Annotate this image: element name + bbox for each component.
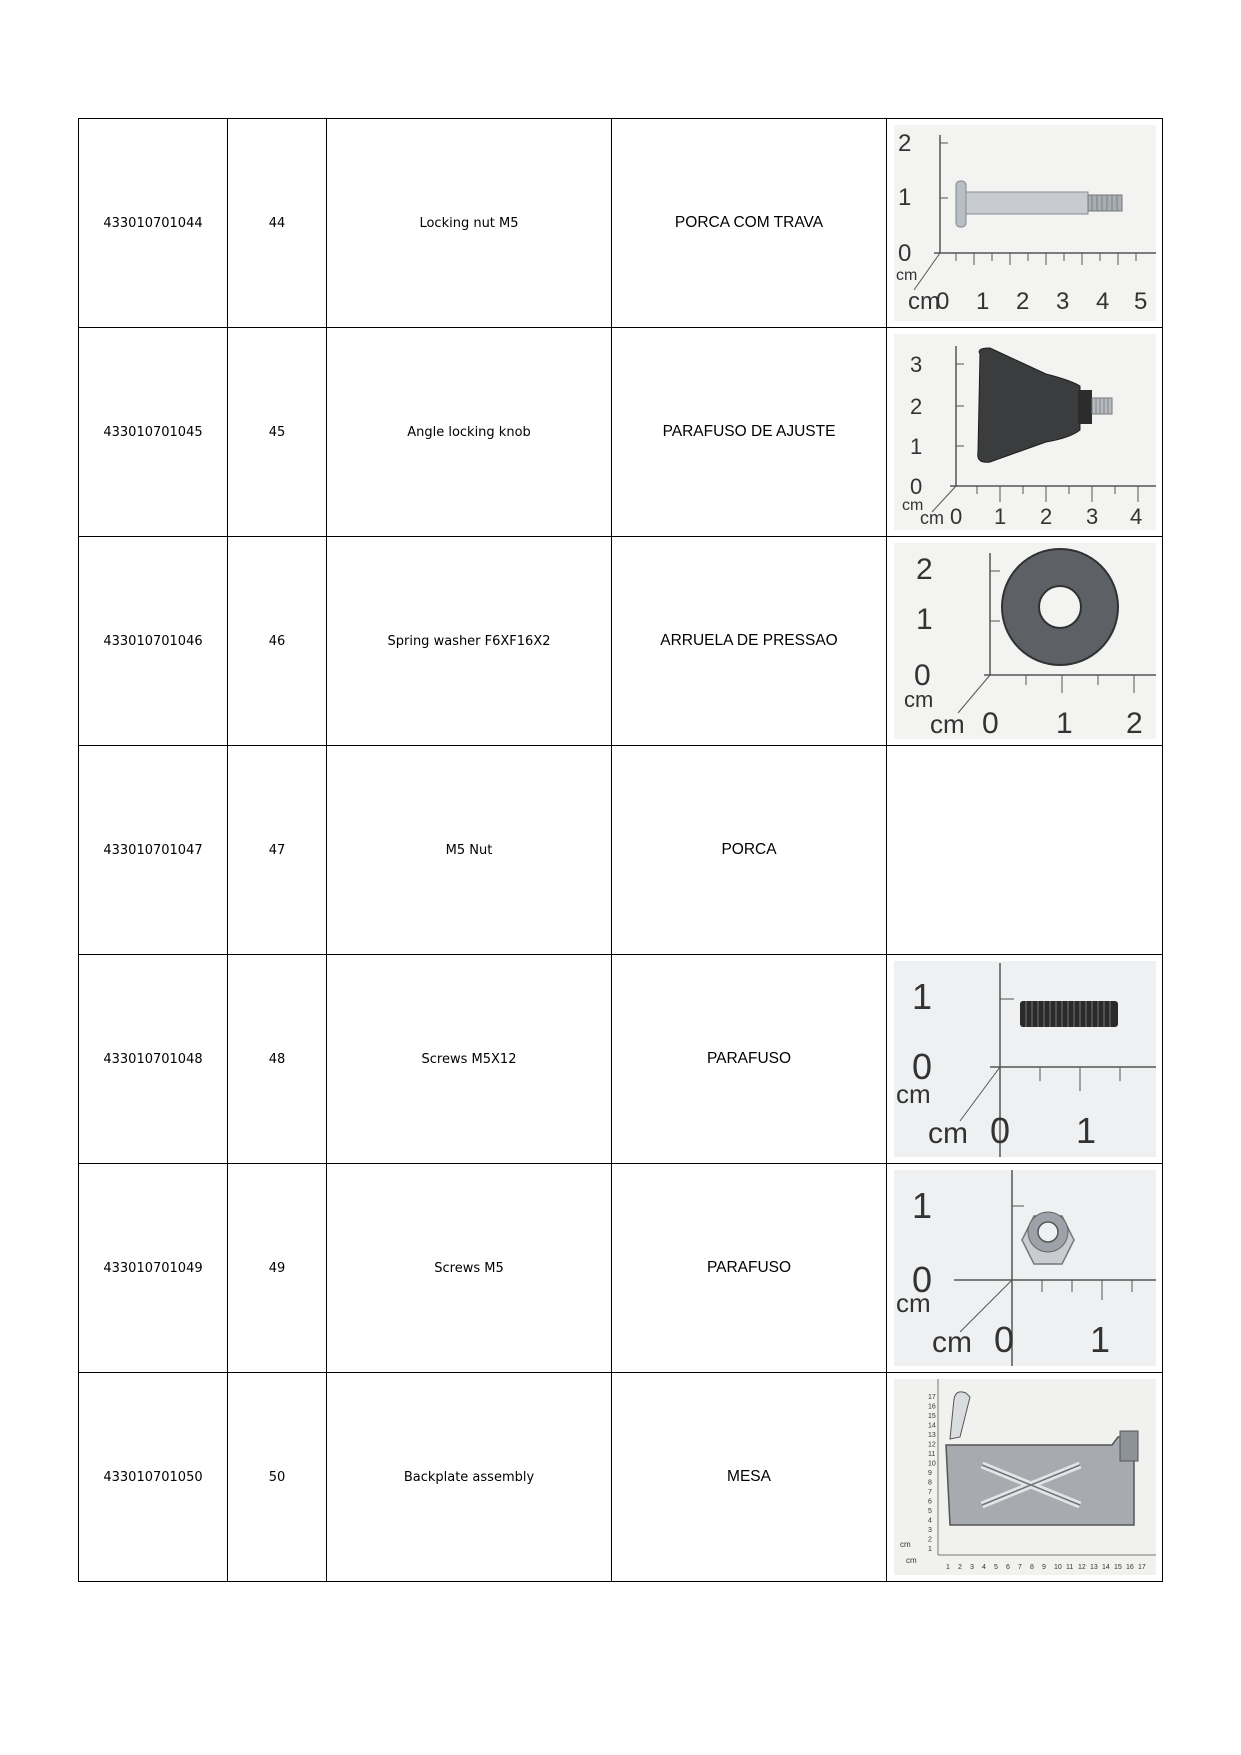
part-photo-cell <box>887 1164 1163 1373</box>
locking-knob-photo <box>894 334 1156 530</box>
ruler-tick-label: 4 <box>927 1517 932 1525</box>
position-number: 46 <box>228 537 327 746</box>
svg-text:cm: cm <box>895 1288 931 1318</box>
part-photo-cell <box>887 955 1163 1164</box>
svg-text:1: 1 <box>1055 707 1073 739</box>
position-number: 47 <box>228 746 327 955</box>
ruler-tick-label: 17 <box>927 1394 936 1401</box>
ruler-tick-label: 10 <box>1053 1564 1062 1571</box>
part-code: 433010701049 <box>79 1164 228 1373</box>
svg-text:0: 0 <box>989 1110 1010 1151</box>
svg-text:2: 2 <box>1039 504 1052 529</box>
part-name-pt: PARAFUSO <box>612 1164 887 1373</box>
table-row <box>79 955 1163 1164</box>
svg-text:3: 3 <box>1055 288 1069 315</box>
svg-text:1: 1 <box>915 603 933 636</box>
ruler-tick-label: 7 <box>1017 1564 1022 1571</box>
parts-table <box>78 118 1163 1582</box>
part-name-pt: PORCA <box>612 746 887 955</box>
svg-text:0: 0 <box>911 1259 932 1300</box>
svg-text:1: 1 <box>1089 1319 1110 1360</box>
svg-text:5: 5 <box>1133 288 1147 315</box>
ruler-tick-label: 9 <box>1041 1564 1046 1571</box>
svg-text:0: 0 <box>981 707 999 739</box>
table-row <box>79 746 1163 955</box>
table-row <box>79 537 1163 746</box>
svg-text:4: 4 <box>1129 504 1142 529</box>
table-row <box>79 1164 1163 1373</box>
svg-text:cm: cm <box>905 1556 917 1565</box>
part-code: 433010701044 <box>79 119 228 328</box>
svg-text:1: 1 <box>975 288 989 315</box>
part-photo-cell <box>887 328 1163 537</box>
shoulder-bolt-photo <box>894 125 1156 321</box>
svg-text:cm: cm <box>919 508 944 528</box>
ruler-tick-label: 12 <box>1077 1564 1086 1571</box>
svg-text:3: 3 <box>909 352 922 377</box>
part-code: 433010701045 <box>79 328 228 537</box>
ruler-tick-label: 4 <box>981 1564 986 1571</box>
svg-text:1: 1 <box>993 504 1006 529</box>
ruler-tick-label: 15 <box>927 1413 936 1420</box>
svg-text:2: 2 <box>1015 288 1029 315</box>
ruler-tick-label: 17 <box>1137 1564 1146 1571</box>
part-name-en: M5 Nut <box>327 746 612 955</box>
ruler-tick-label: 5 <box>927 1508 932 1515</box>
ruler-tick-label: 11 <box>927 1451 935 1458</box>
svg-text:cm: cm <box>907 288 940 315</box>
position-number: 45 <box>228 328 327 537</box>
svg-text:2: 2 <box>909 394 922 419</box>
ruler-tick-label: 12 <box>927 1441 936 1449</box>
svg-text:1: 1 <box>911 1185 932 1226</box>
svg-text:1: 1 <box>909 434 922 459</box>
svg-text:cm: cm <box>901 497 923 514</box>
svg-text:cm: cm <box>931 1326 972 1359</box>
part-name-en: Angle locking knob <box>327 328 612 537</box>
svg-text:2: 2 <box>915 553 933 586</box>
set-screw-photo <box>894 961 1156 1157</box>
part-name-en: Locking nut M5 <box>327 119 612 328</box>
svg-text:cm: cm <box>903 687 933 712</box>
position-number: 48 <box>228 955 327 1164</box>
ruler-tick-label: 8 <box>1029 1564 1034 1571</box>
ruler-tick-label: 14 <box>927 1422 936 1430</box>
part-photo-cell <box>887 537 1163 746</box>
table-row <box>79 1373 1163 1582</box>
part-name-pt: PORCA COM TRAVA <box>612 119 887 328</box>
part-name-pt: ARRUELA DE PRESSAO <box>612 537 887 746</box>
ruler-tick-label: 7 <box>927 1489 932 1496</box>
svg-text:0: 0 <box>935 288 949 315</box>
svg-text:1: 1 <box>1075 1110 1096 1151</box>
svg-text:4: 4 <box>1095 288 1109 315</box>
svg-text:cm: cm <box>927 1117 968 1150</box>
part-photo-cell-empty <box>887 746 1163 955</box>
svg-text:0: 0 <box>897 240 911 267</box>
part-name-en: Screws M5 <box>327 1164 612 1373</box>
position-number: 44 <box>228 119 327 328</box>
svg-text:0: 0 <box>911 1046 932 1087</box>
table-row <box>79 119 1163 328</box>
parts-sheet <box>78 118 1163 1582</box>
svg-text:cm: cm <box>895 267 917 284</box>
lock-nut-photo <box>894 1170 1156 1366</box>
svg-text:cm: cm <box>895 1079 931 1109</box>
svg-text:1: 1 <box>911 976 932 1017</box>
ruler-tick-label: 5 <box>993 1564 998 1571</box>
part-name-en: Screws M5X12 <box>327 955 612 1164</box>
ruler-tick-label: 13 <box>927 1432 936 1439</box>
ruler-tick-label: 9 <box>927 1470 932 1477</box>
ruler-tick-label: 16 <box>1125 1564 1134 1571</box>
svg-text:0: 0 <box>949 504 962 529</box>
ruler-tick-label: 15 <box>1113 1564 1122 1571</box>
washer-photo <box>894 543 1156 739</box>
svg-text:0: 0 <box>913 659 931 692</box>
svg-text:0: 0 <box>909 474 922 499</box>
svg-text:cm: cm <box>899 1540 911 1549</box>
part-name-en: Spring washer F6XF16X2 <box>327 537 612 746</box>
svg-text:0: 0 <box>993 1319 1014 1360</box>
ruler-tick-label: 1 <box>945 1564 950 1571</box>
part-name-pt: PARAFUSO <box>612 955 887 1164</box>
ruler-tick-label: 8 <box>927 1479 932 1487</box>
part-code: 433010701046 <box>79 537 228 746</box>
svg-text:3: 3 <box>1085 504 1098 529</box>
svg-text:1: 1 <box>897 184 911 211</box>
svg-text:2: 2 <box>897 130 911 157</box>
ruler-tick-label: 3 <box>927 1527 932 1534</box>
ruler-tick-label: 2 <box>927 1536 932 1544</box>
svg-text:2: 2 <box>1125 707 1143 739</box>
ruler-tick-label: 11 <box>1065 1564 1073 1571</box>
position-number: 50 <box>228 1373 327 1582</box>
svg-text:cm: cm <box>929 709 965 739</box>
ruler-tick-label: 6 <box>1005 1564 1010 1571</box>
part-name-en: Backplate assembly <box>327 1373 612 1582</box>
ruler-tick-label: 1 <box>927 1546 932 1553</box>
part-code: 433010701047 <box>79 746 228 955</box>
ruler-tick-label: 13 <box>1089 1564 1098 1571</box>
part-name-pt: MESA <box>612 1373 887 1582</box>
part-code: 433010701050 <box>79 1373 228 1582</box>
part-code: 433010701048 <box>79 955 228 1164</box>
position-number: 49 <box>228 1164 327 1373</box>
ruler-tick-label: 2 <box>957 1564 962 1571</box>
backplate-photo <box>894 1379 1156 1575</box>
ruler-tick-label: 3 <box>969 1564 974 1571</box>
part-photo-cell <box>887 119 1163 328</box>
table-row <box>79 328 1163 537</box>
ruler-tick-label: 16 <box>927 1403 936 1411</box>
ruler-tick-label: 6 <box>927 1498 932 1506</box>
part-photo-cell <box>887 1373 1163 1582</box>
ruler-tick-label: 10 <box>927 1460 936 1468</box>
ruler-tick-label: 14 <box>1101 1564 1110 1571</box>
part-name-pt: PARAFUSO DE AJUSTE <box>612 328 887 537</box>
